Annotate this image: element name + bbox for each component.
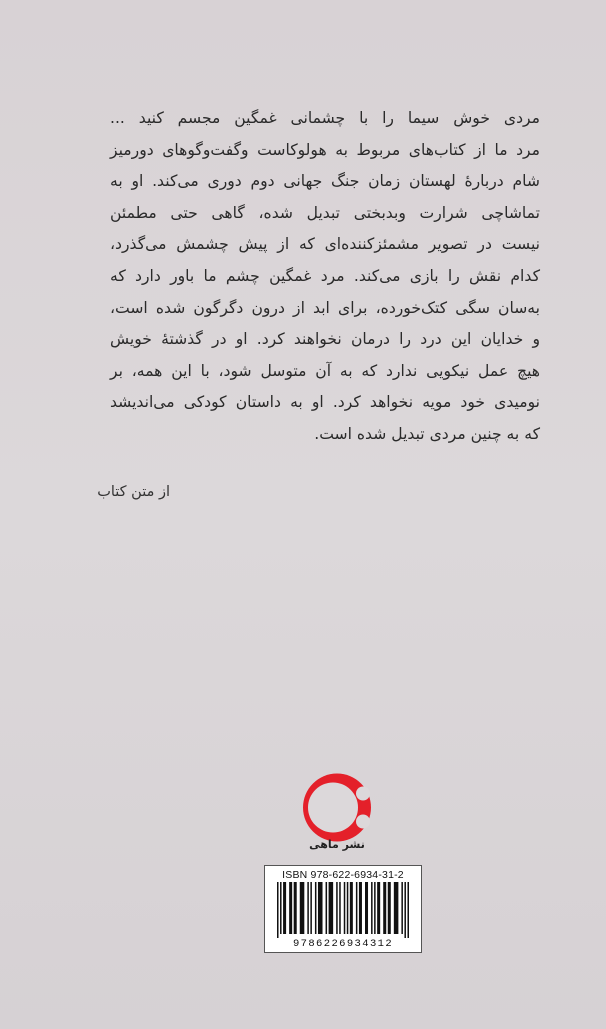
barcode-bar (336, 882, 338, 934)
barcode-bar (365, 882, 368, 934)
barcode-bar (359, 882, 362, 934)
blurb-line: و خدایان این درد را درمان نخواهند کرد. او در گذشتهٔ خویش (110, 330, 540, 349)
barcode-bar (371, 882, 373, 934)
barcode-bar (283, 882, 286, 934)
barcode-bar (310, 882, 312, 934)
isbn-barcode (264, 865, 422, 953)
barcode-bar (377, 882, 380, 934)
barcode-bar (388, 882, 391, 934)
barcode-bar (374, 882, 376, 934)
blurb-line: که به چنین مردی تبدیل شده است. (314, 424, 540, 443)
barcode-bar (326, 882, 328, 934)
barcode-digits: 9786226934312 (292, 938, 394, 950)
barcode-bar (344, 882, 346, 934)
barcode-bar (404, 882, 406, 938)
barcode-bar (318, 882, 323, 934)
barcode-bar (407, 882, 409, 938)
barcode-bar (277, 882, 279, 938)
blurb-line: به‌سان سگی کتک‌خورده، برای ابد از درون دگرگون شده است، (110, 298, 540, 317)
source-credit: از متن کتاب (97, 484, 170, 500)
blurb-text (110, 103, 540, 451)
barcode-bar (350, 882, 353, 934)
blurb-line: تماشاچی شرارت وبدبختی تبدیل شده، گاهی حتی مطمئن (110, 203, 540, 222)
blurb-line: نیست در تصویر مشمئزکننده‌ای که از پیش چشمش می‌گذرد، (110, 235, 540, 254)
barcode-bar (401, 882, 403, 934)
barcode-bar (394, 882, 399, 934)
publisher-name: نشر ماهی (309, 838, 365, 851)
blurb-line: کدام نقش را بازی می‌کند. مرد غمگین چشم ما باور دارد که (110, 266, 540, 285)
barcode-bars-icon (275, 882, 411, 938)
barcode-bar (289, 882, 292, 934)
blurb-line: شام دربارهٔ لهستان زمان جنگ جهانی دوم دوری می‌کند. او به (110, 172, 540, 191)
blurb-line: نومیدی خود مویه نخواهد کرد. او به داستان کودکی می‌اندیشد (110, 393, 540, 412)
barcode-bar (347, 882, 349, 934)
barcode-bar (339, 882, 341, 934)
barcode-bar (329, 882, 334, 934)
barcode-bar (356, 882, 358, 934)
barcode-bar (294, 882, 297, 934)
blurb-line: مردی خوش سیما را با چشمانی غمگین مجسم کنید ... (110, 109, 540, 127)
barcode-bar (315, 882, 317, 934)
barcode-bar (300, 882, 305, 934)
barcode-bar (280, 882, 282, 934)
isbn-label: ISBN 978-622-6934-31-2 (282, 869, 404, 881)
barcode-bar (383, 882, 386, 934)
barcode-bar (307, 882, 309, 934)
blurb-line: هیچ عمل نیکویی ندارد که به آن متوسل شود، با این همه، بر (110, 361, 540, 380)
blurb-line: مرد ما از کتاب‌های مربوط به هولوکاست وگفت‌وگوهای دورمیز (110, 140, 540, 159)
